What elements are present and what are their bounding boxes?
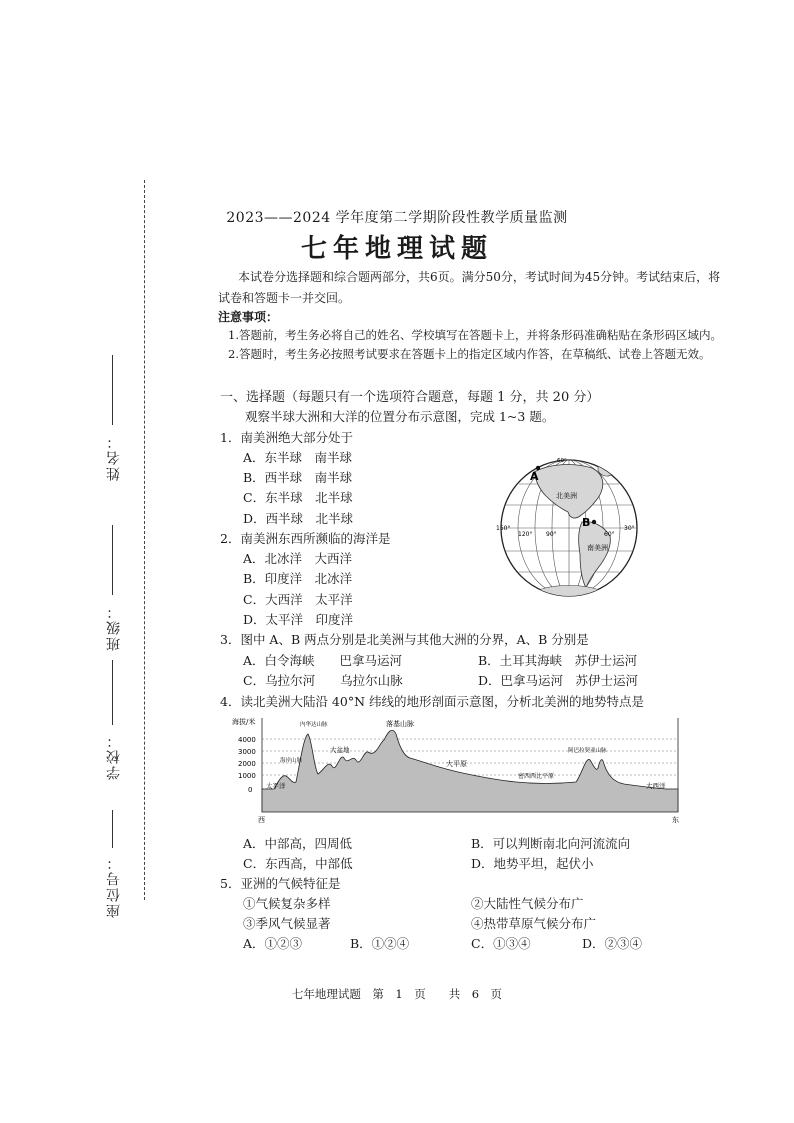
class-blank-line <box>112 525 113 595</box>
school-blank-line <box>112 660 113 725</box>
q1-option-c[interactable]: C．东半球 北半球 <box>243 490 353 505</box>
west-label: 西 <box>258 816 265 824</box>
profile-ytick-3000: 3000 <box>238 748 256 756</box>
name-field[interactable] <box>98 355 128 485</box>
lon-label-150: 150° <box>496 525 511 532</box>
profile-ytick-4000: 4000 <box>238 736 256 744</box>
terrain-profile-figure <box>226 712 688 824</box>
q1-option-d[interactable]: D．西半球 北半球 <box>243 511 354 526</box>
hemisphere-globe-map <box>494 450 644 605</box>
q5-statement-2: ②大陆性气候分布广 <box>471 896 584 911</box>
intro-line-1: 本试卷分选择题和综合题两部分，共6页。满分50分，考试时间为45分钟。考试结束后，将 <box>238 270 721 284</box>
lat-label-60n: 60° <box>557 458 567 464</box>
point-b-label: B <box>582 516 591 529</box>
q1-stem: 1．南美洲绝大部分处于 <box>220 430 353 445</box>
q3-option-c[interactable]: C．乌拉尔河 乌拉尔山脉 <box>243 673 403 688</box>
north-america-label: 北美洲 <box>556 492 577 500</box>
q5-option-b[interactable]: B．①②④ <box>350 936 410 951</box>
q5-statement-3: ③季风气候显著 <box>243 916 331 931</box>
seat-blank-line <box>112 810 113 848</box>
coast-range-label: 海岸山脉 <box>280 758 303 764</box>
q5-statement-1: ①气候复杂多样 <box>243 896 331 911</box>
q3-stem: 3．图中 A、B 两点分别是北美洲与其他大洲的分界，A、B 分别是 <box>220 632 589 647</box>
profile-ylabel: 海拔/米 <box>232 718 256 726</box>
ocean-left-label: 太平洋 <box>266 782 286 790</box>
exam-subtitle: 2023——2024 学年度第二学期阶段性教学质量监测 <box>226 210 568 226</box>
q3-option-a[interactable]: A．白令海峡 巴拿马运河 <box>243 653 403 668</box>
sierra-label: 内华达山脉 <box>300 722 328 728</box>
basin-label: 大盆地 <box>330 746 350 754</box>
q3-option-b[interactable]: B．土耳其海峡 苏伊士运河 <box>478 653 638 668</box>
q5-stem: 5．亚洲的气候特征是 <box>220 876 341 891</box>
seat-field[interactable] <box>98 810 128 920</box>
q4-option-b[interactable]: B．可以判断南北向河流流向 <box>471 836 631 851</box>
section-1-heading: 一、选择题（每题只有一个选项符合题意，每题 1 分，共 20 分） <box>220 390 600 405</box>
q5-statement-4: ④热带草原气候分布广 <box>471 916 597 931</box>
school-label: 学校： <box>106 732 122 780</box>
note-2: 2.答题时，考生务必按照考试要求在答题卡上的指定区域内作答，在草稿纸、试卷上答题无效。 <box>228 347 711 361</box>
school-field[interactable] <box>98 660 128 790</box>
q5-option-a[interactable]: A．①②③ <box>243 936 303 951</box>
lon-label-90: 90° <box>546 531 557 538</box>
seat-label: 座位号： <box>106 854 122 918</box>
rockies-label: 落基山脉 <box>386 720 414 728</box>
q2-option-c[interactable]: C．大西洋 太平洋 <box>243 592 353 607</box>
q5-option-d[interactable]: D．②③④ <box>582 936 643 951</box>
q1-option-b[interactable]: B．西半球 南半球 <box>243 470 353 485</box>
q2-stem: 2．南美洲东西所濒临的海洋是 <box>220 531 391 546</box>
binding-dashed-line <box>144 180 145 900</box>
q4-stem: 4．读北美洲大陆沿 40°N 纬线的地形剖面示意图，分析北美洲的地势特点是 <box>220 694 644 709</box>
name-blank-line <box>112 355 113 425</box>
east-label: 东 <box>672 816 679 824</box>
section-1-lead: 观察半球大洲和大洋的位置分布示意图，完成 1~3 题。 <box>245 409 555 424</box>
notes-heading: 注意事项： <box>218 310 279 324</box>
mississippi-label: 密西西比平原 <box>518 773 555 780</box>
q1-option-a[interactable]: A．东半球 南半球 <box>243 450 353 465</box>
ocean-right-label: 大西洋 <box>646 782 666 790</box>
lon-label-30: 30° <box>624 525 635 532</box>
profile-ytick-0: 0 <box>248 786 253 794</box>
intro-line-2: 试卷和答题卡一并交回。 <box>218 291 351 305</box>
class-field[interactable] <box>98 525 128 655</box>
q2-option-b[interactable]: B．印度洋 北冰洋 <box>243 571 353 586</box>
q4-option-a[interactable]: A．中部高，四周低 <box>243 836 353 851</box>
profile-ytick-2000: 2000 <box>238 760 256 768</box>
q3-option-d[interactable]: D．巴拿马运河 苏伊士运河 <box>478 673 639 688</box>
q2-option-d[interactable]: D．太平洋 印度洋 <box>243 612 354 627</box>
class-label: 班级： <box>106 603 122 651</box>
exam-title: 七年地理试题 <box>300 234 493 264</box>
profile-ytick-1000: 1000 <box>238 772 256 780</box>
q5-option-c[interactable]: C．①③④ <box>471 936 531 951</box>
point-b-marker <box>592 520 596 524</box>
q2-option-a[interactable]: A．北冰洋 大西洋 <box>243 551 353 566</box>
q4-option-c[interactable]: C．东西高，中部低 <box>243 856 353 871</box>
note-1: 1.答题前，考生务必将自己的姓名、学校填写在答题卡上，并将条形码准确粘贴在条形码区域内。 <box>228 328 722 342</box>
page-footer: 七年地理试题 第 1 页 共 6 页 <box>291 987 503 1001</box>
point-a-label: A <box>530 470 539 483</box>
south-america-label: 南美洲 <box>587 544 608 552</box>
plains-label: 大平原 <box>446 760 467 768</box>
lon-label-120: 120° <box>518 531 533 538</box>
appalachian-label: 阿巴拉契亚山脉 <box>568 748 607 754</box>
name-label: 姓名： <box>106 433 122 481</box>
lon-label-60: 60° <box>604 531 615 538</box>
q4-option-d[interactable]: D．地势平坦，起伏小 <box>471 856 594 871</box>
